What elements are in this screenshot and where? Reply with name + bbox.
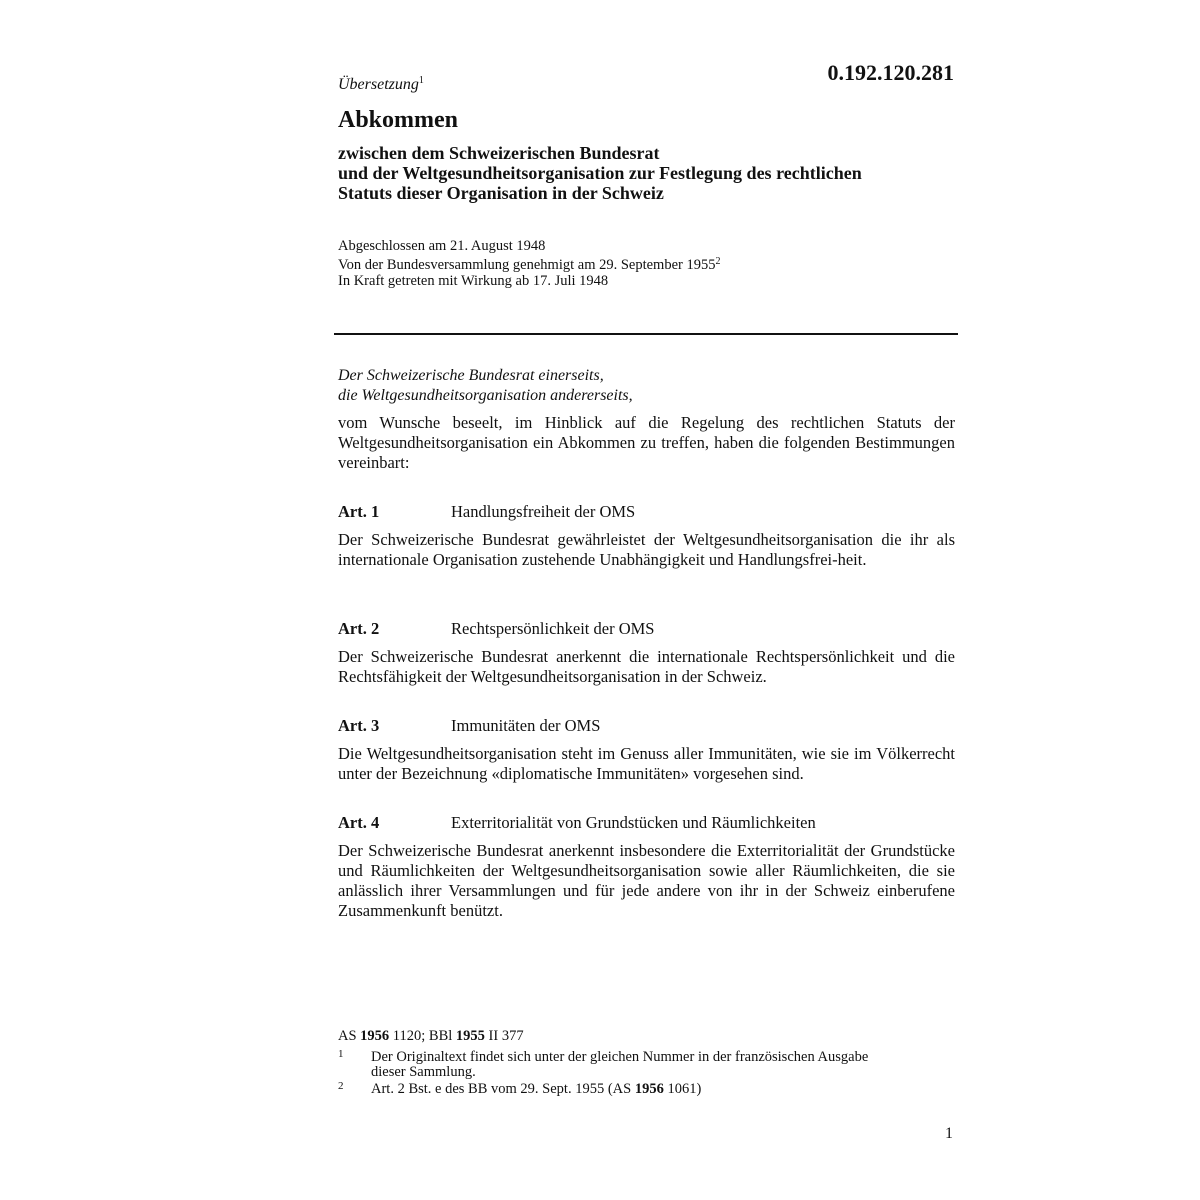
article-1-heading: [338, 502, 635, 522]
subtitle-line: und der Weltgesundheitsorganisation zur Festlegung des rechtlichen: [338, 163, 862, 183]
subtitle-line: zwischen dem Schweizerischen Bundesrat: [338, 143, 660, 163]
article-2-heading: [338, 619, 654, 639]
sr-number: 0.192.120.281: [827, 60, 954, 85]
footnote-line: dieser Sammlung.: [371, 1064, 476, 1080]
footnote-ref-2[interactable]: 2: [715, 256, 721, 267]
article-4-text: Der Schweizerische Bundesrat anerkennt insbesondere die Exterritorialität der Grundstücke und Räumlichkeiten der Weltgesundheitsorganisation sowie aller Räumlichkeiten, die sie anlässlich ihrer Versammlungen und für jede andere von ihr in der Schweiz einberufene Zusammenkunft benützt.: [338, 841, 955, 920]
footnote-ref-1[interactable]: 1: [418, 75, 424, 86]
article-3-heading: [338, 716, 600, 736]
party-2: die Weltgesundheitsorganisation andererseits,: [338, 387, 633, 404]
footnote-2: 2 Art. 2 Bst. e des BB vom 29. Sept. 1955 (AS 1956 1061): [338, 1080, 702, 1097]
preamble-text: vom Wunsche beseelt, im Hinblick auf die Regelung des rechtlichen Statuts der Weltgesundheitsorganisation ein Abkommen zu treffen, haben die folgenden Bestimmungen vereinbart:: [338, 413, 955, 472]
footnote-mark: 2: [338, 1080, 344, 1092]
approval-date: Von der Bundesversammlung genehmigt am 29. September 1955$^2$: [338, 256, 721, 273]
subtitle-line: Statuts dieser Organisation in der Schweiz: [338, 183, 664, 203]
footnote-mark: 1: [338, 1048, 344, 1060]
divider-rule: [334, 333, 958, 335]
document-subtitle: [338, 143, 978, 203]
party-1: Der Schweizerische Bundesrat einerseits,: [338, 367, 604, 384]
article-number: Art. 4: [338, 813, 380, 832]
footnote-1: [338, 1050, 958, 1082]
official-citation: AS 1956 1120; BBl 1955 II 377: [338, 1028, 524, 1044]
preamble-parties: [338, 366, 633, 406]
in-force-date: In Kraft getreten mit Wirkung ab 17. Juli 1948: [338, 273, 609, 289]
article-title: Immunitäten der OMS: [451, 716, 601, 735]
article-2-text: Der Schweizerische Bundesrat anerkennt die internationale Rechtspersönlichkeit und die Rechtsfähigkeit der Weltgesundheitsorganisation in der Schweiz.: [338, 647, 955, 686]
article-title: Handlungsfreiheit der OMS: [451, 502, 636, 521]
article-number: Art. 2: [338, 619, 380, 638]
footnote-line: Der Originaltext findet sich unter der gleichen Nummer in der französischen Ausgabe: [371, 1049, 869, 1065]
concluded-date: Abgeschlossen am 21. August 1948: [338, 238, 546, 254]
article-3-text: Die Weltgesundheitsorganisation steht im Genuss aller Immunitäten, wie sie im Völkerrecht unter der Bezeichnung «diplomatische Immunitäten» vorgesehen sind.: [338, 744, 955, 783]
article-title: Rechtspersönlichkeit der OMS: [451, 619, 655, 638]
document-metadata: [338, 238, 720, 289]
article-number: Art. 3: [338, 716, 380, 735]
page-number: 1: [945, 1125, 953, 1142]
article-title: Exterritorialität von Grundstücken und Räumlichkeiten: [451, 813, 816, 832]
article-1-text: Der Schweizerische Bundesrat gewährleistet der Weltgesundheitsorganisation die ihr als internationale Organisation zustehende Unabhängigkeit und Handlungsfrei-heit.: [338, 530, 955, 569]
article-4-heading: [338, 813, 816, 833]
article-number: Art. 1: [338, 502, 380, 521]
document-title: Abkommen: [338, 107, 459, 133]
translation-label: Übersetzung$^1$: [338, 75, 424, 93]
